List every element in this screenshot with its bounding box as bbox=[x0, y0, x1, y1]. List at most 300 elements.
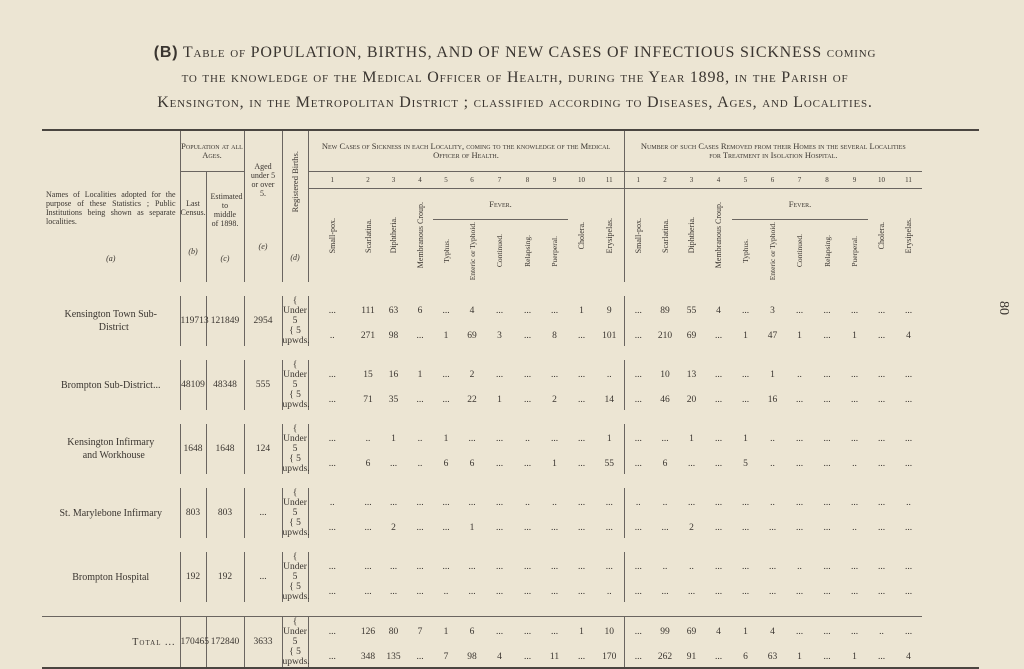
case-count: 80 bbox=[380, 617, 407, 648]
aged-header: Aged under 5 or over 5. (e) bbox=[244, 130, 282, 282]
case-count: ... bbox=[495, 498, 504, 508]
case-count: ... bbox=[823, 587, 831, 597]
case-count: .. bbox=[797, 370, 802, 380]
case-count: ... bbox=[442, 523, 450, 533]
case-count: 10 bbox=[660, 370, 670, 380]
case-count: 271 bbox=[360, 331, 376, 341]
col-number: 11 bbox=[895, 172, 922, 189]
case-count: ... bbox=[577, 562, 586, 572]
col-number: 5 bbox=[433, 172, 459, 189]
case-count: ... bbox=[877, 395, 886, 405]
disease-header: Continued. bbox=[795, 234, 804, 268]
case-count: ... bbox=[904, 434, 913, 444]
case-count: ... bbox=[795, 523, 804, 533]
localities-header: Names of Localities adopted for the purpose of these Statistics ; Public Institutions being shown as separate localities. (a) bbox=[42, 130, 180, 282]
case-count: ... bbox=[328, 652, 336, 662]
col-number: 2 bbox=[652, 172, 678, 189]
case-count: 4 bbox=[705, 617, 732, 648]
case-count: ... bbox=[850, 562, 859, 572]
table-row bbox=[42, 488, 979, 518]
case-count: 2 bbox=[552, 395, 557, 405]
table-title: (B) Table of POPULATION, BIRTHS, AND OF NEW CASES OF INFECTIOUS SICKNESS coming to the knowledge of the Medical Officer of Health, during the Year 1898, in the Parish of Kensington, in the Metropolitan District ; classified according to Diseases, Ages, and Localities. bbox=[153, 44, 877, 111]
disease-header: Membranous Croup. bbox=[415, 202, 425, 269]
case-count: ... bbox=[634, 434, 642, 444]
locality-name: Brompton Hospital bbox=[42, 552, 180, 602]
table-row bbox=[42, 552, 979, 582]
case-count: ... bbox=[468, 587, 476, 597]
case-count: 1 bbox=[852, 331, 857, 341]
case-count: ... bbox=[328, 395, 336, 405]
case-count: 1 bbox=[391, 434, 396, 444]
case-count: ... bbox=[442, 306, 450, 316]
case-count: .. bbox=[595, 582, 624, 602]
case-count: ... bbox=[786, 617, 813, 648]
case-count: ... bbox=[877, 370, 886, 380]
case-count: ... bbox=[442, 395, 450, 405]
case-count: 1 bbox=[797, 652, 802, 662]
case-count: ... bbox=[416, 652, 424, 662]
disease-header: Erysipelas. bbox=[595, 189, 624, 283]
age-group: { 5 upwds. bbox=[282, 582, 310, 602]
case-count: ... bbox=[624, 617, 652, 648]
disease-header: Typhus. bbox=[441, 239, 451, 263]
age-group: { Under 5 bbox=[283, 488, 307, 518]
col-number: 4 bbox=[407, 172, 433, 189]
case-count: ... bbox=[523, 370, 532, 380]
case-count: ... bbox=[523, 459, 532, 469]
case-count: .. bbox=[852, 459, 857, 469]
case-count: ... bbox=[877, 562, 886, 572]
case-count: ... bbox=[741, 395, 750, 405]
case-count: ... bbox=[364, 498, 372, 508]
case-count: 91 bbox=[686, 652, 697, 662]
case-count: 1 bbox=[433, 617, 459, 648]
case-count: 63 bbox=[388, 306, 399, 316]
case-count: 6 bbox=[417, 306, 423, 316]
case-count: ... bbox=[741, 498, 750, 508]
locality-name: Total ... bbox=[42, 617, 180, 669]
col-number: 4 bbox=[705, 172, 732, 189]
case-count: 1 bbox=[595, 424, 624, 454]
case-count: .. bbox=[365, 434, 371, 444]
case-count: ... bbox=[904, 306, 913, 316]
case-count: ... bbox=[634, 306, 642, 316]
case-count: ... bbox=[595, 488, 624, 518]
age-group: { 5 upwds. bbox=[282, 390, 310, 410]
case-count: ... bbox=[364, 587, 372, 597]
col-number: 10 bbox=[868, 172, 895, 189]
case-count: ... bbox=[416, 498, 424, 508]
case-count: ... bbox=[823, 459, 831, 469]
births-value: 124 bbox=[244, 424, 282, 474]
case-count: ... bbox=[714, 331, 723, 341]
case-count: ... bbox=[877, 523, 886, 533]
case-count: ... bbox=[416, 587, 424, 597]
case-count: ... bbox=[714, 395, 723, 405]
case-count: 4 bbox=[716, 306, 721, 316]
col-number: 1 bbox=[624, 172, 652, 189]
case-count: ... bbox=[877, 459, 886, 469]
case-count: ... bbox=[687, 498, 696, 508]
case-count: .. bbox=[797, 562, 802, 572]
disease-header: Continued. bbox=[495, 234, 504, 268]
case-count: 7 bbox=[407, 617, 433, 648]
case-count: ... bbox=[634, 562, 642, 572]
estimated-value: 48348 bbox=[206, 360, 244, 410]
case-count: ... bbox=[416, 562, 424, 572]
disease-header: Scarlatina. bbox=[660, 218, 670, 253]
case-count: ... bbox=[495, 306, 504, 316]
col-number: 9 bbox=[841, 172, 868, 189]
births-value: ... bbox=[244, 488, 282, 538]
age-group: { Under 5 bbox=[283, 296, 307, 326]
case-count: ... bbox=[389, 498, 398, 508]
age-group: { Under 5 bbox=[283, 552, 307, 582]
case-count: ... bbox=[877, 434, 886, 444]
case-count: .. bbox=[662, 562, 668, 572]
case-count: ... bbox=[904, 523, 913, 533]
estimated-value: 1648 bbox=[206, 424, 244, 474]
case-count: 1 bbox=[443, 331, 449, 341]
case-count: 135 bbox=[386, 652, 401, 662]
disease-header: Erysipelas. bbox=[904, 217, 914, 254]
case-count: ... bbox=[904, 370, 913, 380]
case-count: ... bbox=[823, 498, 831, 508]
case-count: ... bbox=[485, 617, 514, 648]
case-count: 46 bbox=[660, 395, 670, 405]
case-count: ... bbox=[741, 370, 750, 380]
case-count: ... bbox=[495, 587, 504, 597]
case-count: .. bbox=[770, 498, 775, 508]
case-count: ... bbox=[634, 459, 642, 469]
case-count: 35 bbox=[388, 395, 399, 405]
age-group: { Under 5 bbox=[283, 617, 307, 647]
last-census-value: 1648 bbox=[180, 424, 206, 474]
case-count: ... bbox=[523, 587, 532, 597]
case-count: ... bbox=[634, 395, 642, 405]
disease-header: Scarlatina. bbox=[363, 218, 373, 253]
removed-header: Number of such Cases Removed from their Homes in the several Localities for Treatment in Isolation Hospital. bbox=[624, 130, 922, 172]
case-count: ... bbox=[741, 523, 750, 533]
col-number: 5 bbox=[732, 172, 759, 189]
case-count: 63 bbox=[767, 652, 778, 662]
case-count: ... bbox=[823, 562, 831, 572]
case-count: ... bbox=[577, 459, 586, 469]
case-count: 4 bbox=[906, 652, 911, 662]
case-count: ... bbox=[577, 652, 586, 662]
case-count: ... bbox=[850, 395, 859, 405]
case-count: 6 bbox=[743, 652, 748, 662]
case-count: 1 bbox=[852, 652, 857, 662]
age-group: { 5 upwds. bbox=[282, 454, 310, 474]
case-count: ... bbox=[795, 306, 804, 316]
case-count: ... bbox=[634, 587, 642, 597]
case-count: ... bbox=[904, 395, 913, 405]
population-header: Population at all Ages. bbox=[180, 130, 244, 172]
case-count: ... bbox=[714, 370, 723, 380]
case-count: ... bbox=[328, 562, 336, 572]
case-count: ... bbox=[468, 434, 476, 444]
case-count: 1 bbox=[797, 331, 802, 341]
case-count: 1 bbox=[443, 434, 449, 444]
case-count: 16 bbox=[388, 370, 399, 380]
case-count: ... bbox=[523, 306, 532, 316]
case-count: 13 bbox=[686, 370, 697, 380]
case-count: ... bbox=[442, 498, 450, 508]
case-count: ... bbox=[495, 562, 504, 572]
case-count: .. bbox=[329, 498, 335, 508]
case-count: .. bbox=[417, 434, 423, 444]
case-count: .. bbox=[635, 498, 641, 508]
fever-header: Fever. bbox=[732, 189, 868, 220]
disease-header: Diphtheria. bbox=[687, 217, 696, 254]
case-count: ... bbox=[328, 523, 336, 533]
case-count: ... bbox=[442, 562, 450, 572]
case-count: 1 bbox=[743, 434, 748, 444]
case-count: 1 bbox=[689, 434, 694, 444]
disease-header: Small-pox. bbox=[327, 217, 337, 254]
case-count: ... bbox=[795, 498, 804, 508]
case-count: ... bbox=[416, 395, 424, 405]
case-count: 20 bbox=[686, 395, 697, 405]
case-count: ... bbox=[389, 587, 398, 597]
case-count: ... bbox=[550, 306, 559, 316]
case-count: ... bbox=[687, 587, 696, 597]
case-count: ... bbox=[877, 652, 886, 662]
estimated-value: 121849 bbox=[206, 296, 244, 346]
case-count: ... bbox=[328, 370, 336, 380]
case-count: ... bbox=[877, 331, 886, 341]
col-number: 1 bbox=[308, 172, 356, 189]
case-count: ... bbox=[795, 395, 804, 405]
case-count: ... bbox=[661, 587, 669, 597]
estimated-value: 172840 bbox=[206, 617, 244, 669]
case-count: ... bbox=[823, 370, 831, 380]
case-count: 6 bbox=[469, 459, 475, 469]
case-count: 4 bbox=[906, 331, 911, 341]
col-number: 10 bbox=[568, 172, 595, 189]
case-count: ... bbox=[741, 562, 750, 572]
case-count: 47 bbox=[767, 331, 778, 341]
case-count: .. bbox=[417, 459, 423, 469]
age-group: { 5 upwds. bbox=[282, 518, 310, 538]
case-count: 22 bbox=[467, 395, 477, 405]
case-count: .. bbox=[906, 498, 911, 508]
case-count: .. bbox=[689, 562, 694, 572]
table-row bbox=[42, 360, 979, 390]
case-count: ... bbox=[577, 331, 586, 341]
case-count: ... bbox=[577, 498, 586, 508]
case-count: ... bbox=[850, 306, 859, 316]
case-count: 15 bbox=[363, 370, 373, 380]
case-count: 170 bbox=[595, 647, 624, 668]
disease-header: Cholera. bbox=[577, 221, 586, 250]
case-count: ... bbox=[823, 652, 831, 662]
case-count: 7 bbox=[443, 652, 449, 662]
col-number: 7 bbox=[786, 172, 813, 189]
case-count: 8 bbox=[552, 331, 557, 341]
case-count: 111 bbox=[361, 306, 375, 316]
case-count: ... bbox=[813, 617, 841, 648]
case-count: ... bbox=[328, 306, 336, 316]
case-count: ... bbox=[523, 562, 532, 572]
case-count: ... bbox=[523, 331, 532, 341]
case-count: ... bbox=[577, 587, 586, 597]
disease-header: Enteric or Typhoid. bbox=[768, 221, 777, 281]
case-count: 55 bbox=[595, 454, 624, 474]
disease-header: Cholera. bbox=[877, 221, 886, 250]
disease-header: Enteric or Typhoid. bbox=[467, 221, 477, 281]
case-count: ... bbox=[468, 562, 476, 572]
case-count: ... bbox=[634, 652, 642, 662]
case-count: 101 bbox=[595, 326, 624, 346]
case-count: ... bbox=[877, 498, 886, 508]
case-count: ... bbox=[850, 587, 859, 597]
case-count: 5 bbox=[743, 459, 748, 469]
case-count: 3 bbox=[497, 331, 502, 341]
case-count: 99 bbox=[652, 617, 678, 648]
case-count: .. bbox=[852, 523, 857, 533]
case-count: 1 bbox=[579, 306, 584, 316]
case-count: .. bbox=[868, 617, 895, 648]
disease-header: Typhus. bbox=[741, 239, 750, 263]
case-count: ... bbox=[714, 652, 723, 662]
case-count: .. bbox=[770, 459, 775, 469]
estimated-value: 803 bbox=[206, 488, 244, 538]
case-count: ... bbox=[550, 370, 559, 380]
case-count: ... bbox=[877, 587, 886, 597]
case-count: 71 bbox=[363, 395, 373, 405]
estimated-header: Estimated to middle of 1898. (c) bbox=[206, 172, 244, 283]
case-count: ... bbox=[308, 617, 356, 648]
age-group: { Under 5 bbox=[283, 360, 307, 390]
last-census-header: Last Census. (b) bbox=[180, 172, 206, 283]
case-count: ... bbox=[577, 434, 586, 444]
births-value: ... bbox=[244, 552, 282, 602]
case-count: ... bbox=[389, 562, 398, 572]
disease-header: Membranous Croup. bbox=[714, 202, 723, 269]
case-count: 6 bbox=[365, 459, 371, 469]
case-count: .. bbox=[329, 331, 335, 341]
case-count: 55 bbox=[686, 306, 697, 316]
case-count: 16 bbox=[767, 395, 778, 405]
case-count: ... bbox=[661, 434, 669, 444]
case-count: ... bbox=[795, 434, 804, 444]
case-count: 14 bbox=[595, 390, 624, 410]
disease-header: Diphtheria. bbox=[389, 217, 398, 254]
case-count: 69 bbox=[678, 617, 705, 648]
col-number: 11 bbox=[595, 172, 624, 189]
case-count: ... bbox=[768, 523, 777, 533]
case-count: 98 bbox=[388, 331, 399, 341]
table-mark: (B) bbox=[153, 44, 179, 61]
case-count: ... bbox=[714, 434, 723, 444]
case-count: ... bbox=[714, 587, 723, 597]
case-count: ... bbox=[550, 562, 559, 572]
case-count: ... bbox=[741, 587, 750, 597]
col-number: 6 bbox=[759, 172, 786, 189]
case-count: 89 bbox=[660, 306, 670, 316]
disease-header: Small-pox. bbox=[633, 217, 643, 254]
new-cases-header: New Cases of Sickness in each Locality, coming to the knowledge of the Medical Officer of Health. bbox=[308, 130, 624, 172]
case-count: 348 bbox=[360, 652, 376, 662]
case-count: ... bbox=[823, 331, 831, 341]
disease-header: Puerperal. bbox=[850, 235, 859, 267]
disease-header: Relapsing. bbox=[523, 235, 532, 267]
case-count: ... bbox=[550, 434, 559, 444]
last-census-value: 48109 bbox=[180, 360, 206, 410]
case-count: ... bbox=[895, 617, 922, 648]
case-count: 1 bbox=[732, 617, 759, 648]
case-count: ... bbox=[364, 523, 372, 533]
last-census-value: 119713 bbox=[180, 296, 206, 346]
age-group: { 5 upwds. bbox=[282, 326, 310, 346]
case-count: ... bbox=[634, 523, 642, 533]
case-count: ... bbox=[904, 562, 913, 572]
case-count: ... bbox=[416, 523, 424, 533]
case-count: ... bbox=[634, 331, 642, 341]
case-count: .. bbox=[595, 360, 624, 390]
case-count: ... bbox=[523, 523, 532, 533]
case-count: ... bbox=[595, 552, 624, 582]
case-count: 6 bbox=[443, 459, 449, 469]
page-number: 80 bbox=[996, 301, 1011, 315]
case-count: 210 bbox=[657, 331, 673, 341]
births-value: 3633 bbox=[244, 617, 282, 669]
case-count: 1 bbox=[568, 617, 595, 648]
case-count: ... bbox=[328, 459, 336, 469]
col-number: 7 bbox=[485, 172, 514, 189]
case-count: ... bbox=[904, 459, 913, 469]
case-count: .. bbox=[662, 498, 668, 508]
case-count: ... bbox=[328, 434, 336, 444]
case-count: ... bbox=[714, 459, 723, 469]
case-count: ... bbox=[850, 498, 859, 508]
case-count: 1 bbox=[497, 395, 502, 405]
case-count: 1 bbox=[743, 331, 748, 341]
case-count: 262 bbox=[657, 652, 673, 662]
col-number: 6 bbox=[459, 172, 485, 189]
case-count: ... bbox=[795, 459, 804, 469]
case-count: .. bbox=[552, 498, 557, 508]
case-count: 1 bbox=[552, 459, 557, 469]
case-count: ... bbox=[550, 523, 559, 533]
case-count: ... bbox=[328, 587, 336, 597]
case-count: 69 bbox=[686, 331, 697, 341]
case-count: ... bbox=[823, 434, 831, 444]
case-count: ... bbox=[634, 370, 642, 380]
case-count: ... bbox=[577, 523, 586, 533]
case-count: 6 bbox=[459, 617, 485, 648]
table-row bbox=[42, 296, 979, 326]
case-count: 98 bbox=[467, 652, 477, 662]
case-count: ... bbox=[468, 498, 476, 508]
col-number: 3 bbox=[678, 172, 705, 189]
case-count: ... bbox=[823, 395, 831, 405]
case-count: 126 bbox=[356, 617, 380, 648]
case-count: ... bbox=[768, 587, 777, 597]
case-count: ... bbox=[661, 523, 669, 533]
col-number: 9 bbox=[541, 172, 568, 189]
case-count: ... bbox=[389, 459, 398, 469]
estimated-value: 192 bbox=[206, 552, 244, 602]
case-count: 4 bbox=[759, 617, 786, 648]
case-count: ... bbox=[714, 523, 723, 533]
col-number: 8 bbox=[813, 172, 841, 189]
case-count: 69 bbox=[467, 331, 477, 341]
case-count: ... bbox=[795, 587, 804, 597]
col-number: 3 bbox=[380, 172, 407, 189]
